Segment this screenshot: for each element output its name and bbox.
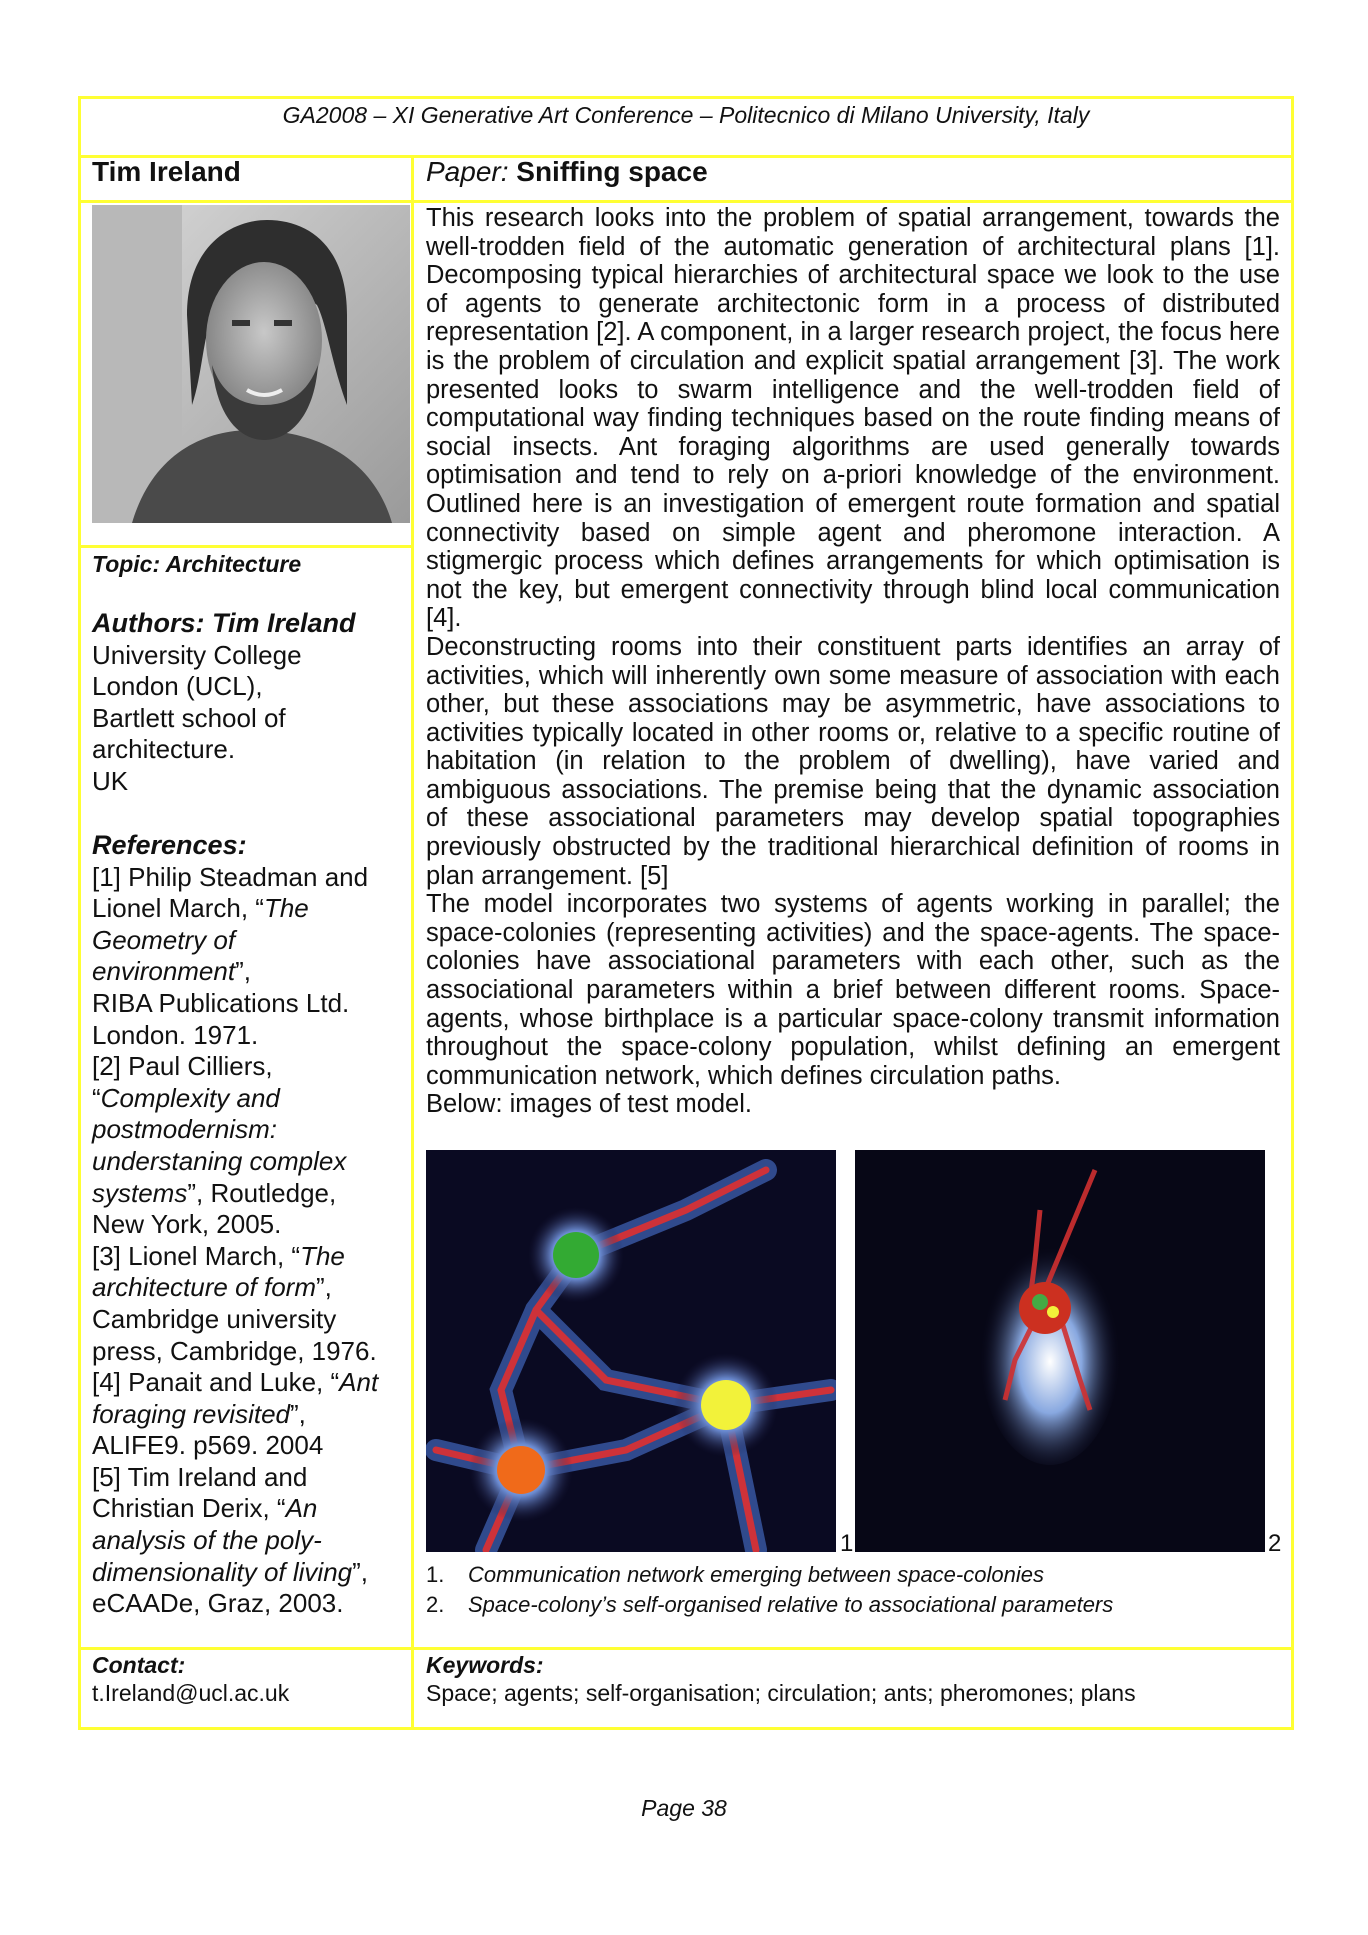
reference-line <box>92 1557 402 1589</box>
body-paragraph: The model incorporates two systems of agents working in parallel; the space-colonies (representing activities) and the space-agents. The space-colonies have associational parameters with each other, such as the associational parameters within a brief between different rooms. Space-agents, whose birthplace is a particular space-colony transmit information throughout the space-colony population, whilst defining an emergent communication network, which defines circulation paths. <box>426 890 1280 1090</box>
reference-title: dimensionality of living <box>92 1556 353 1587</box>
body-paragraph: Deconstructing rooms into their constituent parts identifies an array of activities, which will inherently own some measure of association with each other, but these associations may be asymmetric, have associations to activities typically located in other rooms or, relative to a specific routine of habitation (in relation to the problem of dwelling), have varied and ambiguous associations. The premise being that the dynamic association of these associational parameters may develop spatial topographies previously obstructed by the traditional hierarchical definition of rooms in plan arrangement. [5] <box>426 632 1280 890</box>
authors-heading: Authors: Tim Ireland <box>92 608 356 638</box>
reference-line: [5] Tim Ireland and <box>92 1461 308 1492</box>
reference-text: [3] Lionel March, “ <box>92 1240 301 1271</box>
affiliation-line: architecture. <box>92 734 236 765</box>
reference-line: RIBA Publications Ltd. <box>92 987 350 1018</box>
reference-title: The <box>263 893 309 924</box>
paper-name: Sniffing space <box>516 156 708 187</box>
conference-header: GA2008 – XI Generative Art Conference – Politecnico di Milano University, Italy <box>282 102 1090 128</box>
paper-label: Paper: <box>426 156 509 187</box>
reference-line: press, Cambridge, 1976. <box>92 1335 377 1366</box>
body-paragraph: This research looks into the problem of spatial arrangement, towards the well-trodden field of the automatic generation of architectural plans [1]. Decomposing typical hierarchies of architectural space we look to the use of agents to generate architectonic form in a process of distributed representation [2]. A component, in a larger research project, the focus here is the problem of circulation and explicit spatial arrangement [3]. The work presented looks to swarm intelligence and the well-trodden field of computational way finding techniques based on the route finding means of social insects. Ant foraging algorithms are used generally towards optimisation and tend to rely on a-priori knowledge of the environment. Outlined here is an investigation of emergent route formation and spatial connectivity based on simple agent and pheromone interaction. A stigmergic process which defines arrangements for which optimisation is not the key, but emergent connectivity through blind local communication [4]. <box>426 204 1280 633</box>
figure-2-image <box>855 1150 1265 1552</box>
reference-text: “ <box>92 1082 101 1113</box>
affiliation-line: Bartlett school of <box>92 702 286 733</box>
reference-text: [4] Panait and Luke, “ <box>92 1367 340 1398</box>
references-heading: References: <box>92 830 247 860</box>
affiliation-line: UK <box>92 765 129 796</box>
reference-title: Complexity and <box>100 1082 280 1113</box>
page-number: Page 38 <box>641 1795 727 1821</box>
reference-line <box>92 1178 402 1210</box>
column-divider <box>411 155 414 1730</box>
references-block <box>92 830 402 1620</box>
reference-text: ”, <box>235 956 251 987</box>
reference-text: Lionel March, “ <box>92 893 264 924</box>
reference-title: environment <box>92 956 236 987</box>
affiliation-line: University College <box>92 639 302 670</box>
caption <box>426 1560 1113 1590</box>
reference-text: ”, <box>290 1398 306 1429</box>
topic-label: Topic: Architecture <box>92 551 302 577</box>
divider <box>78 1647 1294 1650</box>
divider <box>78 200 1294 203</box>
caption-text: Communication network emerging between space-colonies <box>468 1562 1044 1587</box>
reference-line <box>92 1399 402 1431</box>
abstract-body <box>426 204 1280 1119</box>
reference-line <box>92 893 402 925</box>
keywords-heading: Keywords: <box>426 1652 544 1678</box>
reference-line: [2] Paul Cilliers, <box>92 1051 273 1082</box>
reference-line: New York, 2005. <box>92 1209 282 1240</box>
reference-title: postmodernism: <box>92 1114 277 1145</box>
caption-number: 1. <box>426 1562 445 1587</box>
figure-1-number: 1 <box>840 1530 854 1557</box>
keywords-text: Space; agents; self-organisation; circulation; ants; pheromones; plans <box>426 1680 1136 1706</box>
reference-line: ALIFE9. p569. 2004 <box>92 1430 324 1461</box>
figure-1-image <box>426 1150 836 1552</box>
reference-title: foraging revisited <box>92 1398 290 1429</box>
reference-title: The <box>300 1240 345 1271</box>
reference-line: Cambridge university <box>92 1303 337 1334</box>
caption-text: Space-colony’s self-organised relative to associational parameters <box>468 1592 1114 1617</box>
reference-title: analysis of the poly- <box>92 1525 322 1556</box>
reference-line <box>92 1272 402 1304</box>
reference-title: Ant <box>339 1367 379 1398</box>
caption-number: 2. <box>426 1592 445 1617</box>
reference-text: ”, <box>315 1272 332 1303</box>
reference-line <box>92 1241 402 1273</box>
reference-title: Geometry of <box>92 924 236 955</box>
authors-block <box>92 608 402 798</box>
reference-line: [1] Philip Steadman and <box>92 861 369 892</box>
reference-title: An <box>285 1493 318 1524</box>
author-name: Tim Ireland <box>92 156 241 187</box>
reference-text: ”, Routledge, <box>187 1177 337 1208</box>
contact-heading: Contact: <box>92 1652 186 1678</box>
reference-title: understaning complex <box>92 1145 347 1176</box>
reference-text: Christian Derix, “ <box>92 1493 286 1524</box>
affiliation-line: London (UCL), <box>92 671 263 702</box>
reference-title: architecture of form <box>92 1272 316 1303</box>
caption <box>426 1590 1113 1620</box>
reference-title: systems <box>92 1177 188 1208</box>
paper-title <box>426 156 708 188</box>
figure-2-number: 2 <box>1268 1530 1282 1557</box>
reference-line <box>92 1367 402 1399</box>
body-paragraph: Below: images of test model. <box>426 1090 752 1119</box>
reference-line: eCAADe, Graz, 2003. <box>92 1588 344 1619</box>
contact-email[interactable]: t.Ireland@ucl.ac.uk <box>92 1680 290 1706</box>
reference-line <box>92 1493 402 1525</box>
divider <box>78 545 414 548</box>
reference-text: ”, <box>352 1556 369 1587</box>
figure-captions <box>426 1560 1113 1620</box>
reference-line: London. 1971. <box>92 1019 259 1050</box>
reference-line <box>92 1083 402 1115</box>
author-photo <box>92 205 410 523</box>
reference-line <box>92 956 402 988</box>
